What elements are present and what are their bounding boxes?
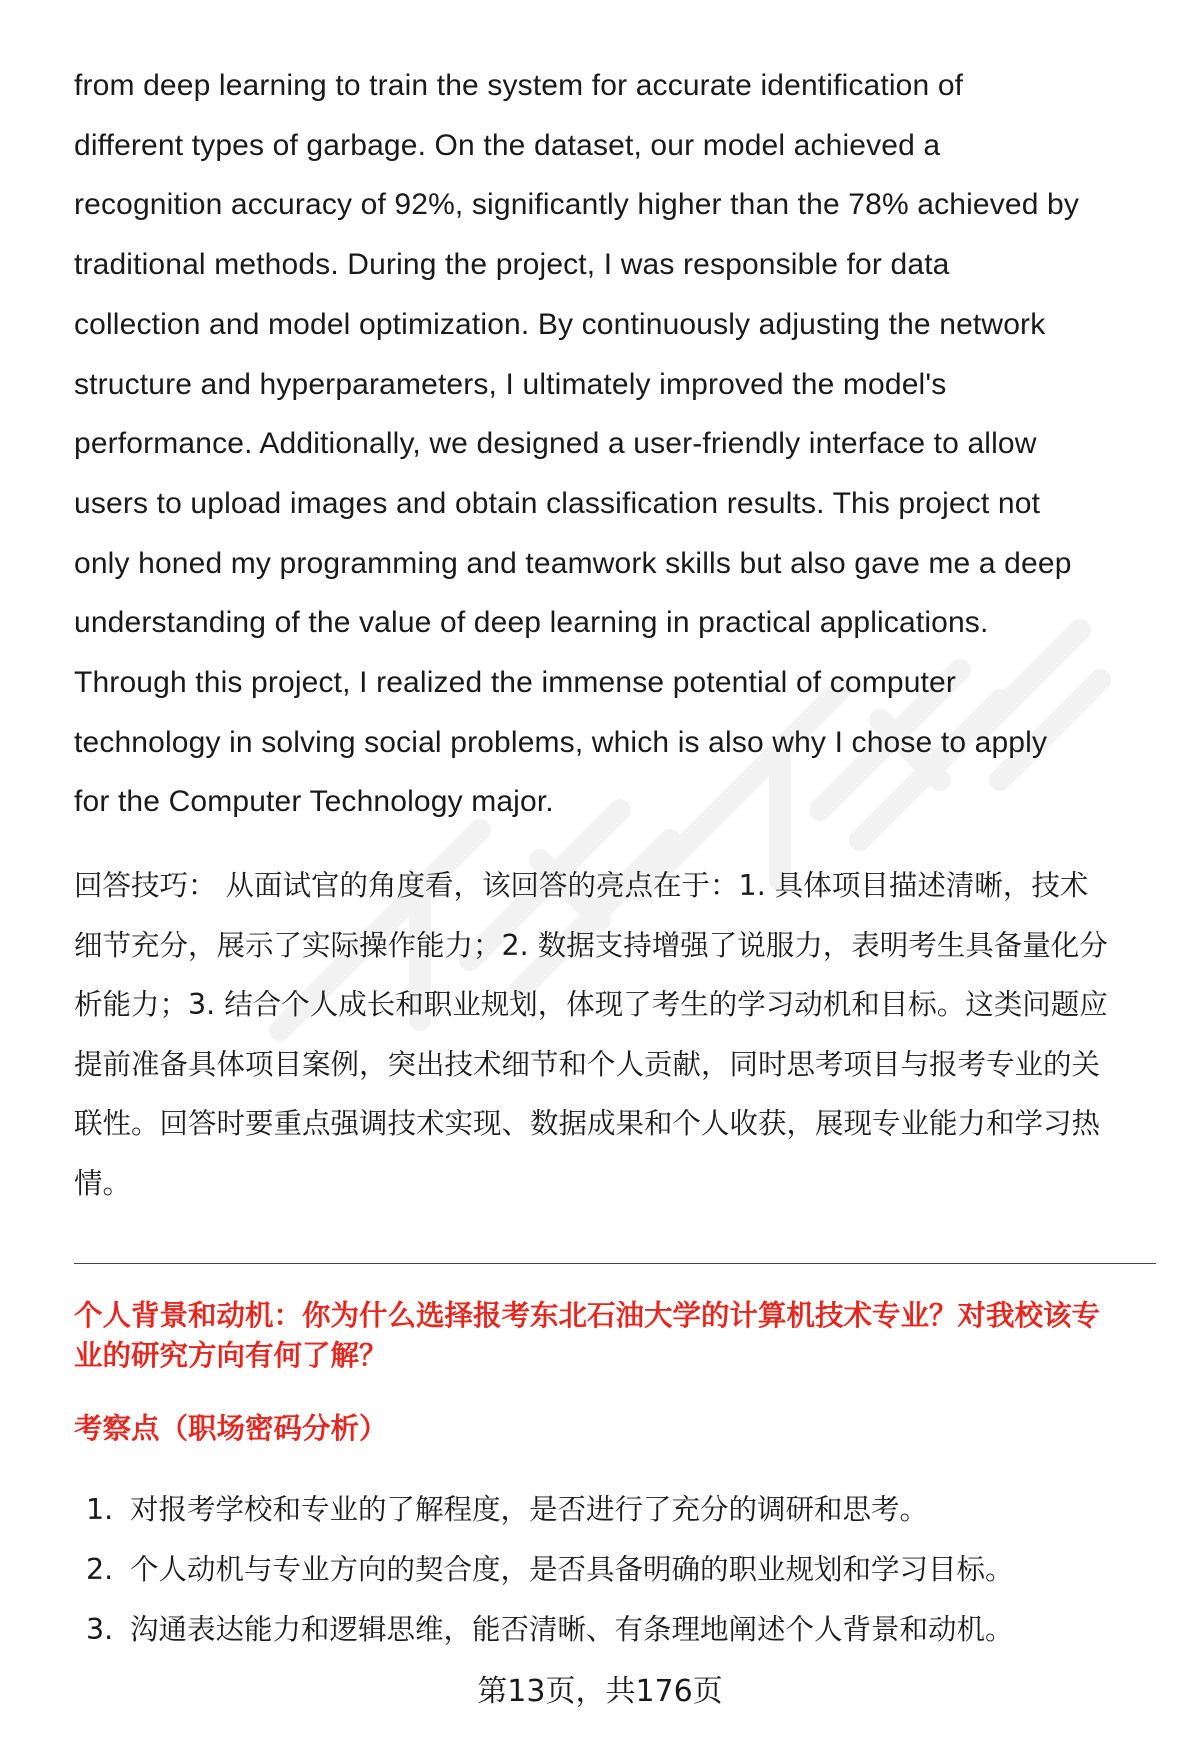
paragraph-line: traditional methods. During the project, I was responsible for data bbox=[74, 248, 950, 282]
page-number-footer: 第13页，共176页 bbox=[477, 1674, 723, 1709]
list-number: 2. bbox=[86, 1553, 114, 1586]
list-item-text: 个人动机与专业方向的契合度，是否具备明确的职业规划和学习目标。 bbox=[130, 1553, 1014, 1586]
paragraph-line: collection and model optimization. By continuously adjusting the network bbox=[74, 307, 1046, 341]
list-item bbox=[74, 1480, 1164, 1540]
paragraph-line: Through this project, I realized the immense potential of computer bbox=[74, 666, 957, 700]
list-number: 3. bbox=[86, 1613, 114, 1646]
list-item-text: 对报考学校和专业的了解程度，是否进行了充分的调研和思考。 bbox=[130, 1493, 929, 1526]
list-item bbox=[74, 1600, 1164, 1660]
tips-line: 回答技巧： 从面试官的角度看，该回答的亮点在于：1. 具体项目描述清晰，技术 bbox=[74, 869, 1089, 902]
question-line: 业的研究方向有何了解？ bbox=[74, 1339, 388, 1372]
paragraph-line: different types of garbage. On the dataset, our model achieved a bbox=[74, 128, 941, 162]
paragraph-line: recognition accuracy of 92%, significantly higher than the 78% achieved by bbox=[74, 188, 1080, 222]
paragraph-line: for the Computer Technology major. bbox=[74, 785, 554, 819]
tips-line: 联性。回答时要重点强调技术实现、数据成果和个人收获，展现专业能力和学习热 bbox=[74, 1107, 1101, 1140]
tips-line: 提前准备具体项目案例，突出技术细节和个人贡献，同时思考项目与报考专业的关 bbox=[74, 1047, 1101, 1081]
tips-line: 析能力；3. 结合个人成长和职业规划，体现了考生的学习动机和目标。这类问题应 bbox=[74, 988, 1108, 1021]
exam-points-heading: 考察点（职场密码分析） bbox=[74, 1412, 388, 1445]
tips-line: 细节充分，展示了实际操作能力；2. 数据支持增强了说服力，表明考生具备量化分 bbox=[74, 928, 1108, 962]
section-divider bbox=[74, 1263, 1156, 1264]
answer-tips-paragraph bbox=[74, 856, 1164, 1213]
question-line: 个人背景和动机：你为什么选择报考东北石油大学的计算机技术专业？对我校该专 bbox=[74, 1299, 1101, 1332]
tips-line: 情。 bbox=[74, 1166, 132, 1200]
exam-points-list bbox=[74, 1480, 1164, 1660]
question-heading bbox=[74, 1296, 1164, 1376]
list-item-text: 沟通表达能力和逻辑思维，能否清晰、有条理地阐述个人背景和动机。 bbox=[130, 1613, 1014, 1646]
list-item bbox=[74, 1540, 1164, 1600]
paragraph-line: from deep learning to train the system for accurate identification of bbox=[74, 69, 964, 102]
paragraph-line: understanding of the value of deep learning in practical applications. bbox=[74, 606, 989, 640]
paragraph-line: performance. Additionally, we designed a user-friendly interface to allow bbox=[74, 427, 1037, 461]
paragraph-line: structure and hyperparameters, I ultimately improved the model's bbox=[74, 367, 947, 401]
paragraph-line: technology in solving social problems, which is also why I chose to apply bbox=[74, 725, 1048, 759]
paragraph-line: only honed my programming and teamwork skills but also gave me a deep bbox=[74, 546, 1072, 580]
paragraph-line: users to upload images and obtain classification results. This project not bbox=[74, 486, 1041, 520]
list-number: 1. bbox=[86, 1493, 114, 1526]
english-answer-paragraph bbox=[74, 56, 1164, 832]
